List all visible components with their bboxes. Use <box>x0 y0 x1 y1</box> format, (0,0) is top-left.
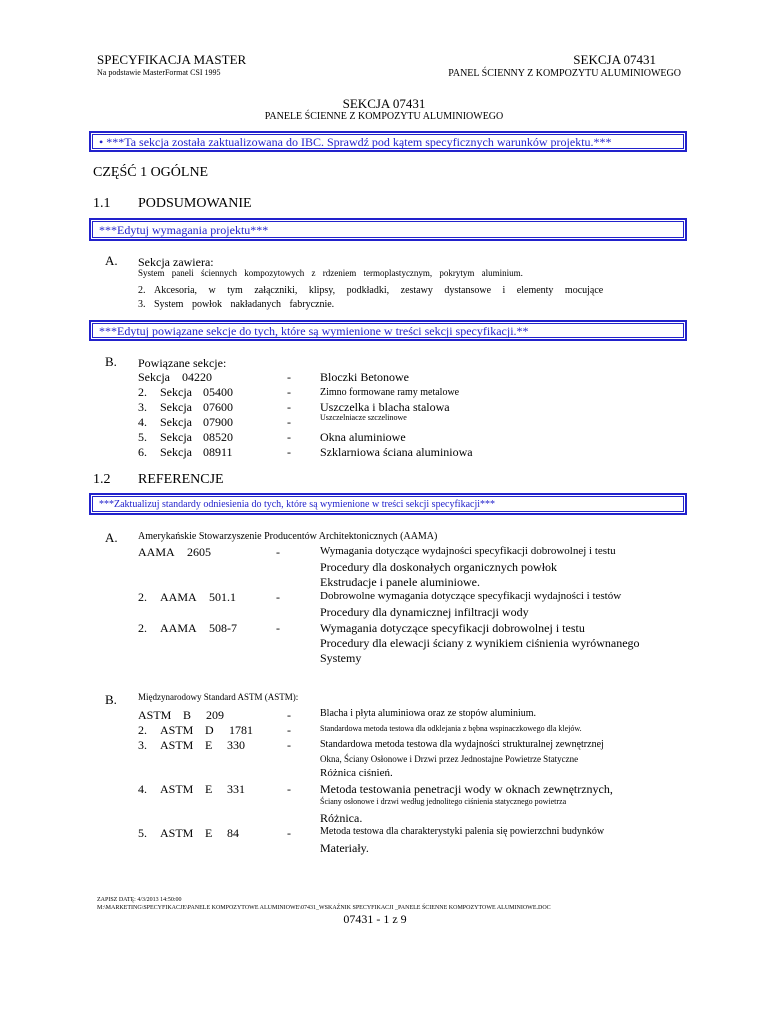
related-row-6-number: 6. <box>138 445 147 459</box>
astm-row-4-number: 4. <box>138 782 147 796</box>
astm-row-3-desc-2: Okna, Ściany Osłonowe i Drzwi przez Jednostajne Powietrze Statyczne <box>320 754 579 764</box>
astm-row-1-desc-1: Blacha i płyta aluminiowa oraz ze stopów aluminium. <box>320 708 537 719</box>
related-row-3-code: 07600 <box>203 400 233 414</box>
related-row-2-code: 05400 <box>203 385 233 399</box>
note-ibc: • ***Ta sekcja została zaktualizowana do IBC. Sprawdź pod kątem specyficznych warunków projektu.*** <box>89 131 687 152</box>
item-a-3: System powłok nakładanych fabrycznie. <box>154 299 335 310</box>
related-row-2-number: 2. <box>138 385 147 399</box>
related-row-5-number: 5. <box>138 430 147 444</box>
astm-row-4-desc-2: Ściany osłonowe i drzwi według jednolitego ciśnienia statycznego powietrza <box>320 797 567 806</box>
related-row-1-dash: - <box>287 370 291 384</box>
astm-row-2-letter: D <box>205 723 214 737</box>
related-row-3-label: Sekcja <box>160 400 192 414</box>
astm-row-4-code: 331 <box>227 782 245 796</box>
aama-row-3-org: AAMA <box>160 621 197 635</box>
aama-row-1-code: 2605 <box>187 545 211 559</box>
astm-row-1-letter: B <box>183 708 192 722</box>
astm-row-4-dash: - <box>287 782 291 796</box>
astm-row-2-dash: - <box>287 723 291 737</box>
related-row-5-dash: - <box>287 430 291 444</box>
related-row-6-label: Sekcja <box>160 445 192 459</box>
item-b-label: Powiązane sekcje: <box>138 356 227 370</box>
related-row-2-dash: - <box>287 385 291 399</box>
section-subtitle: PANELE ŚCIENNE Z KOMPOZYTU ALUMINIOWEGO <box>264 111 504 122</box>
aama-row-3-desc-1: Wymagania dotyczące specyfikacji dobrowolnej i testu <box>320 621 585 635</box>
ref-a-label: Amerykańskie Stowarzyszenie Producentów Architektonicznych (AAMA) <box>138 531 438 542</box>
item-a-2-number: 2. <box>138 285 146 296</box>
astm-row-2-code: 1781 <box>229 723 253 737</box>
ref-a-letter: A. <box>105 530 118 545</box>
note-edit-related: ***Edytuj powiązane sekcje do tych, które są wymienione w treści sekcji specyfikacji.** <box>89 320 687 341</box>
footer-save-date: ZAPISZ DATĘ: 4/3/2013 14:50:00 <box>97 897 182 903</box>
related-row-5-label: Sekcja <box>160 430 192 444</box>
astm-row-1-code: 209 <box>206 708 224 722</box>
astm-row-5-desc-1: Metoda testowa dla charakterystyki palenia się powierzchni budynków <box>320 826 605 837</box>
header-left-title: SPECYFIKACJA MASTER <box>97 52 247 67</box>
astm-row-5-letter: E <box>205 826 213 840</box>
aama-row-2-code: 501.1 <box>209 590 236 604</box>
note-edit-requirements: ***Edytuj wymagania projektu*** <box>89 218 687 241</box>
related-row-4-label: Sekcja <box>160 415 192 429</box>
item-b-letter: B. <box>105 354 117 369</box>
aama-row-2-desc-1: Dobrowolne wymagania dotyczące specyfikacji wydajności i testów <box>320 590 622 602</box>
related-row-6-desc: Szklarniowa ściana aluminiowa <box>320 445 473 459</box>
related-row-2-label: Sekcja <box>160 385 192 399</box>
astm-row-2-org: ASTM <box>160 723 194 737</box>
aama-row-3-dash: - <box>276 621 280 635</box>
footer-file-path: M:\MARKETING\SPECYFIKACJE\PANELE KOMPOZYTOWE ALUMINIOWE\07431_WSKAŹNIK SPECYFIKACJI _PANELE ŚCIENNE KOMPOZYTOWE ALUMINIOWE.DOC <box>97 905 551 911</box>
aama-row-1-desc-1: Wymagania dotyczące wydajności specyfikacji dobrowolnej i testu <box>320 545 616 557</box>
astm-row-5-number: 5. <box>138 826 147 840</box>
astm-row-2-number: 2. <box>138 723 147 737</box>
astm-row-5-org: ASTM <box>160 826 194 840</box>
related-row-4-number: 4. <box>138 415 147 429</box>
aama-row-2-dash: - <box>276 590 280 604</box>
header-right-title: SEKCJA 07431 <box>573 52 656 67</box>
astm-row-4-desc-3: Różnica. <box>320 811 363 825</box>
astm-row-3-org: ASTM <box>160 738 194 752</box>
astm-row-2-desc-1: Standardowa metoda testowa dla odklejania z bębna wspinaczkowego dla klejów. <box>320 724 582 733</box>
item-a-1: System paneli ściennych kompozytowych z rdzeniem termoplastycznym, pokrytym aluminium. <box>138 268 523 278</box>
related-row-4-code: 07900 <box>203 415 233 429</box>
astm-row-3-code: 330 <box>227 738 245 752</box>
related-row-3-dash: - <box>287 400 291 414</box>
article-1-2-number: 1.2 <box>93 472 111 487</box>
astm-row-3-letter: E <box>205 738 213 752</box>
header-left-subtitle: Na podstawie MasterFormat CSI 1995 <box>97 68 221 77</box>
aama-row-2-desc-2: Procedury dla dynamicznej infiltracji wody <box>320 605 529 619</box>
astm-row-5-dash: - <box>287 826 291 840</box>
related-row-1-code: 04220 <box>182 370 212 384</box>
item-a-3-number: 3. <box>138 299 146 310</box>
related-row-5-desc: Okna aluminiowe <box>320 430 406 444</box>
related-row-1-desc: Bloczki Betonowe <box>320 370 409 384</box>
astm-row-1-dash: - <box>287 708 291 722</box>
ref-b-label: Międzynarodowy Standard ASTM (ASTM): <box>138 692 299 702</box>
related-row-4-desc: Uszczelniacze szczelinowe <box>320 413 407 422</box>
section-title: SEKCJA 07431 <box>342 96 426 111</box>
article-1-1-number: 1.1 <box>93 196 111 211</box>
related-row-2-desc: Zimno formowane ramy metalowe <box>320 387 460 398</box>
astm-row-1-org: ASTM <box>138 708 172 722</box>
part-1-heading: CZĘŚĆ 1 OGÓLNE <box>93 165 209 180</box>
related-row-1-label: Sekcja <box>138 370 170 384</box>
astm-row-4-desc-1: Metoda testowania penetracji wody w oknach zewnętrznych, <box>320 782 613 796</box>
related-row-6-code: 08911 <box>203 445 233 459</box>
aama-row-3-number: 2. <box>138 621 147 635</box>
article-1-1-title: PODSUMOWANIE <box>138 196 252 211</box>
related-row-4-dash: - <box>287 415 291 429</box>
aama-row-1-desc-2: Procedury dla doskonałych organicznych powłok <box>320 560 558 574</box>
astm-row-3-desc-1: Standardowa metoda testowa dla wydajności strukturalnej zewnętrznej <box>320 739 604 750</box>
item-a-2: Akcesoria, w tym załączniki, klipsy, podkładki, zestawy dystansowe i elementy mocujące <box>154 285 604 296</box>
related-row-3-number: 3. <box>138 400 147 414</box>
item-a-label: Sekcja zawiera: <box>138 255 214 269</box>
note-update-standards: ***Zaktualizuj standardy odniesienia do tych, które są wymienione w treści sekcji specyfikacji*** <box>89 493 687 515</box>
aama-row-2-org: AAMA <box>160 590 197 604</box>
aama-row-3-desc-2: Procedury dla elewacji ściany z wynikiem ciśnienia wyrównanego <box>320 636 640 650</box>
aama-row-1-dash: - <box>276 545 280 559</box>
astm-row-5-desc-2: Materiały. <box>320 841 369 855</box>
header-right-subtitle: PANEL ŚCIENNY Z KOMPOZYTU ALUMINIOWEGO <box>448 68 681 79</box>
aama-row-3-code: 508-7 <box>209 621 237 635</box>
aama-row-3-desc-3: Systemy <box>320 651 362 665</box>
article-1-2-title: REFERENCJE <box>138 472 224 487</box>
aama-row-1-org: AAMA <box>138 545 175 559</box>
footer-page-number: 07431 - 1 z 9 <box>343 912 407 926</box>
astm-row-5-code: 84 <box>227 826 239 840</box>
astm-row-3-number: 3. <box>138 738 147 752</box>
aama-row-1-desc-3: Ekstrudacje i panele aluminiowe. <box>320 575 480 589</box>
related-row-3-desc: Uszczelka i blacha stalowa <box>320 400 450 414</box>
item-a-letter: A. <box>105 253 118 268</box>
astm-row-3-dash: - <box>287 738 291 752</box>
related-row-5-code: 08520 <box>203 430 233 444</box>
astm-row-3-desc-3: Różnica ciśnień. <box>320 767 393 779</box>
astm-row-4-org: ASTM <box>160 782 194 796</box>
related-row-6-dash: - <box>287 445 291 459</box>
ref-b-letter: B. <box>105 692 117 707</box>
aama-row-2-number: 2. <box>138 590 147 604</box>
astm-row-4-letter: E <box>205 782 213 796</box>
